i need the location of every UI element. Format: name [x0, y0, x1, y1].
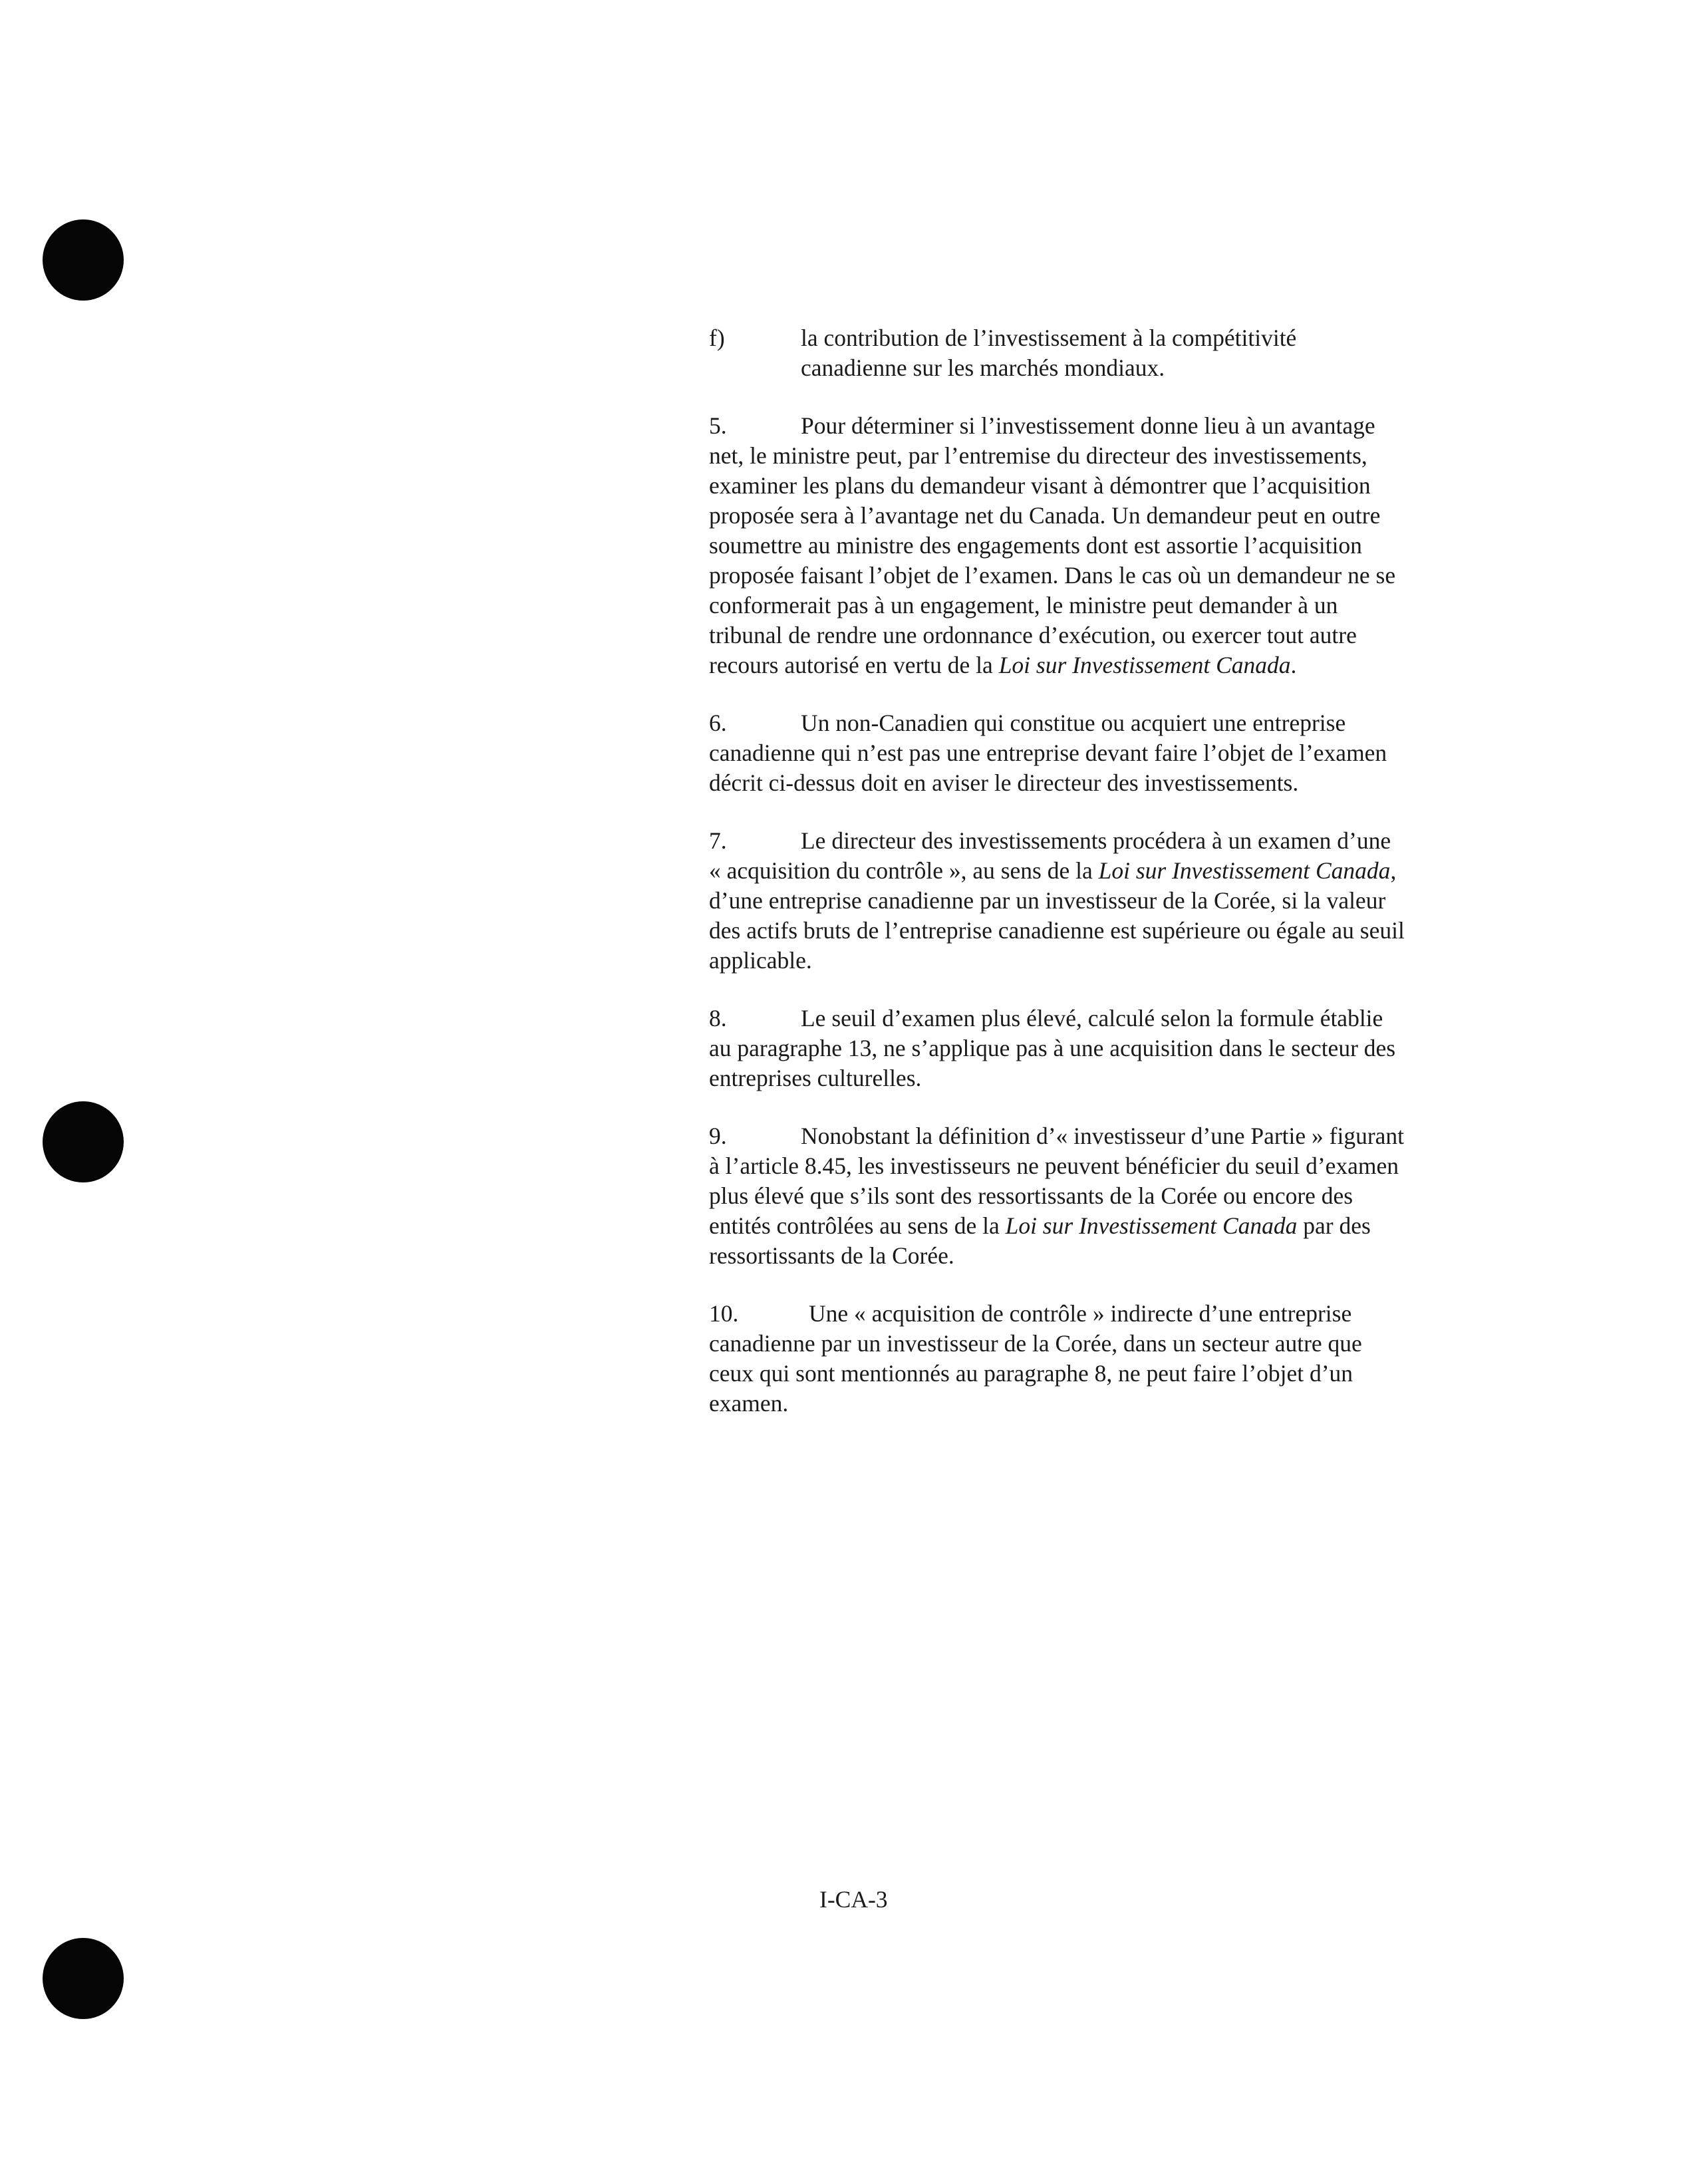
punch-hole-bottom: [43, 1938, 124, 2019]
law-title-italic: Loi sur Investissement Canada: [1005, 1212, 1298, 1239]
list-item-label: f): [709, 325, 725, 351]
paragraph-text: Une « acquisition de contrôle » indirecte d’une entreprise canadienne par un investisseur de la Corée, dans un secteur autre que ceux qui sont mentionnés au paragraphe 8, ne peut faire l’objet d’un examen.: [709, 1300, 1362, 1417]
paragraph-number: 6.: [709, 710, 727, 736]
list-item-text: la contribution de l’investissement à la compétitivité canadienne sur les marchés mondiaux.: [801, 325, 1297, 381]
law-title-italic: Loi sur Investissement Canada: [1098, 857, 1391, 884]
paragraph-text: Nonobstant la définition d’« investisseur d’une Partie » figurant à l’article 8.45, les investisseurs ne peuvent bénéficier du seuil d’examen plus élevé que s’ils sont des ressortissants de la Corée ou encore des entités contrôlées au sens de la: [709, 1123, 1405, 1239]
paragraph-6: [709, 708, 1407, 798]
paragraph-text-end: .: [1290, 652, 1297, 678]
paragraph-text: Le seuil d’examen plus élevé, calculé selon la formule établie au paragraphe 13, ne s’applique pas à une acquisition dans le secteur des entreprises culturelles.: [709, 1005, 1396, 1091]
law-title-italic: Loi sur Investissement Canada: [998, 652, 1291, 678]
paragraph-number: 5.: [709, 412, 727, 439]
paragraph-8: [709, 1004, 1407, 1093]
paragraph-7: [709, 826, 1407, 976]
paragraph-text-end: par des ressortissants de la Corée.: [709, 1212, 1371, 1269]
paragraph-text: Un non-Canadien qui constitue ou acquiert une entreprise canadienne qui n’est pas une entreprise devant faire l’objet de l’examen décrit ci-dessus doit en aviser le directeur des investissements.: [709, 710, 1387, 796]
punch-hole-top: [43, 219, 124, 301]
page-number: I-CA-3: [819, 1886, 888, 1913]
paragraph-text: Pour déterminer si l’investissement donne lieu à un avantage net, le ministre peut, par l’entremise du directeur des investissements, examiner les plans du demandeur visant à démontrer que l’acquisition proposée sera à l’avantage net du Canada. Un demandeur peut en outre soumettre au ministre des engagements dont est assortie l’acquisition proposée faisant l’objet de l’examen. Dans le cas où un demandeur ne se conformerait pas à un engagement, le ministre peut demander à un tribunal de rendre une ordonnance d’exécution, ou exercer tout autre recours autorisé en vertu de la: [709, 412, 1396, 678]
paragraph-number: 8.: [709, 1005, 727, 1031]
paragraph-text: Le directeur des investissements procédera à un examen d’une « acquisition du contrôle », au sens de la: [709, 827, 1391, 884]
paragraph-number: 9.: [709, 1123, 727, 1149]
list-item-f: [709, 323, 1407, 383]
paragraph-9: [709, 1121, 1407, 1271]
punch-hole-middle: [43, 1101, 124, 1182]
paragraph-number: 7.: [709, 827, 727, 854]
paragraph-number: 10.: [709, 1300, 739, 1327]
paragraph-10: [709, 1299, 1407, 1419]
paragraph-5: [709, 411, 1407, 680]
document-body: [709, 323, 1407, 1446]
paragraph-text-end: , d’une entreprise canadienne par un investisseur de la Corée, si la valeur des actifs bruts de l’entreprise canadienne est supérieure ou égale au seuil applicable.: [709, 857, 1405, 974]
